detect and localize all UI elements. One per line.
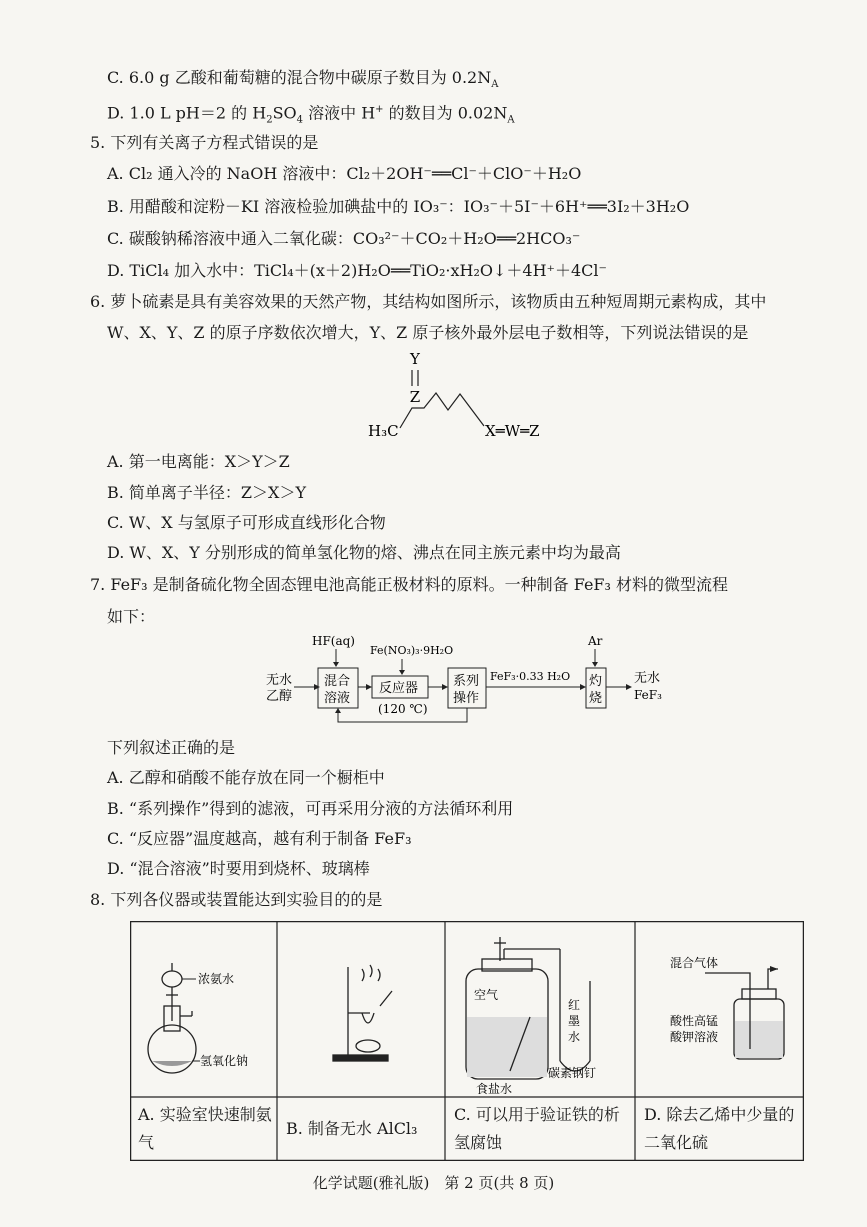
sup-plus: + <box>375 104 384 115</box>
option-4d-part2: SO <box>272 103 297 123</box>
apparatus-d-sol1: 酸性高锰 <box>670 1014 719 1028</box>
structure-z-top: Z <box>409 388 421 406</box>
option-7d: D. “混合溶液”时要用到烧杯、玻璃棒 <box>107 859 370 878</box>
caption-b: B. 制备无水 AlCl₃ <box>286 1119 418 1138</box>
question-7-line2: 如下： <box>107 607 156 626</box>
option-6a: A. 第一电离能：X＞Y＞Z <box>107 452 290 471</box>
sub-2: 2 <box>266 114 273 126</box>
apparatus-c-nail: 碳素钢钉 <box>548 1066 597 1080</box>
flow-burn-2: 烧 <box>589 691 603 706</box>
flow-mix-2: 溶液 <box>324 691 351 706</box>
option-7c: C. “反应器”温度越高，越有利于制备 FeF₃ <box>107 829 412 848</box>
option-4c-sub: A <box>491 79 499 91</box>
question-5: 5. 下列有关离子方程式错误的是 <box>90 133 319 152</box>
question-7-line1: 7. FeF₃ 是制备硫化物全固态锂电池高能正极材料的原料。一种制备 FeF₃ 材料的微型流程 <box>90 575 729 594</box>
option-4d-part4: 的数目为 0.02N <box>383 103 508 123</box>
option-6c: C. W、X 与氢原子可形成直线形化合物 <box>107 513 386 532</box>
structure-y: Y <box>410 350 420 368</box>
option-4c-text: C. 6.0 g 乙酸和葡萄糖的混合物中碳原子数目为 0.2N <box>107 68 492 87</box>
option-5a: A. Cl₂ 通入冷的 NaOH 溶液中：Cl₂＋2OH⁻══Cl⁻＋ClO⁻＋H₂O <box>107 164 582 183</box>
flow-mix-1: 混合 <box>324 674 351 689</box>
option-4d-part1: D. 1.0 L pH＝2 的 H <box>107 103 267 123</box>
option-4d-sub: A <box>507 114 515 126</box>
apparatus-c-ink3: 水 <box>568 1030 581 1044</box>
option-7a: A. 乙醇和硝酸不能存放在同一个橱柜中 <box>107 768 385 787</box>
page-footer: 化学试题(雅礼版) 第 2 页(共 8 页) <box>312 1174 555 1192</box>
flow-diagram <box>262 632 682 732</box>
question-7-line3: 下列叙述正确的是 <box>107 738 236 757</box>
caption-d: D. 除去乙烯中少量的二氧化硫 <box>644 1105 795 1152</box>
caption-c: C. 可以用于验证铁的析氢腐蚀 <box>454 1105 620 1152</box>
option-6b: B. 简单离子半径：Z＞X＞Y <box>107 483 307 502</box>
apparatus-table <box>130 921 804 1161</box>
caption-a: A. 实验室快速制氨气 <box>138 1105 272 1152</box>
question-6-line2: W、X、Y、Z 的原子序数依次增大，Y、Z 原子核外最外层电子数相等，下列说法错误的是 <box>107 323 749 342</box>
option-6d: D. W、X、Y 分别形成的简单氢化物的熔、沸点在同主族元素中均为最高 <box>107 543 621 562</box>
sub-4: 4 <box>296 114 304 126</box>
flow-input-2: 乙醇 <box>266 689 293 704</box>
option-7b: B. “系列操作”得到的滤液，可再采用分液的方法循环利用 <box>107 799 514 818</box>
apparatus-c-ink2: 墨 <box>568 1014 581 1028</box>
flow-fe-reagent: Fe(NO₃)₃·9H₂O <box>370 644 454 657</box>
question-8: 8. 下列各仪器或装置能达到实验目的的是 <box>90 890 383 909</box>
apparatus-c-ink1: 红 <box>568 998 581 1012</box>
apparatus-d-gas: 混合气体 <box>670 956 719 970</box>
apparatus-d-sol2: 酸钾溶液 <box>670 1030 719 1044</box>
flow-temp: (120 ℃) <box>378 702 428 716</box>
question-6-line1: 6. 萝卜硫素是具有美容效果的天然产物，其结构如图所示，该物质由五种短周期元素构成，其中 <box>90 292 767 311</box>
apparatus-a-label2: 氢氧化钠 <box>200 1054 249 1068</box>
structure-diagram <box>360 348 580 443</box>
flow-op-1: 系列 <box>453 674 480 689</box>
flow-burn-1: 灼 <box>589 674 603 689</box>
structure-xwz: X═W═Z <box>485 422 540 440</box>
apparatus-c-salt: 食盐水 <box>476 1082 513 1096</box>
flow-ar: Ar <box>588 634 603 648</box>
option-5b: B. 用醋酸和淀粉－KI 溶液检验加碘盐中的 IO₃⁻：IO₃⁻＋5I⁻＋6H⁺══3I₂＋3H₂O <box>107 197 690 216</box>
flow-out-1: 无水 <box>634 671 661 686</box>
structure-h3c: H₃C <box>368 422 399 440</box>
flow-input-1: 无水 <box>266 673 293 688</box>
option-4d <box>107 99 515 132</box>
option-4d-part3: 溶液中 H <box>303 103 376 123</box>
flow-reactor: 反应器 <box>379 681 419 696</box>
option-5c: C. 碳酸钠稀溶液中通入二氧化碳：CO₃²⁻＋CO₂＋H₂O══2HCO₃⁻ <box>107 229 581 248</box>
option-4c <box>107 67 498 96</box>
flow-hf: HF(aq) <box>312 634 355 648</box>
apparatus-c-air: 空气 <box>474 988 499 1002</box>
flow-op-2: 操作 <box>453 691 480 706</box>
flow-out-2: FeF₃ <box>634 688 662 702</box>
apparatus-a-label1: 浓氨水 <box>198 972 235 986</box>
flow-product-mid: FeF₃·0.33 H₂O <box>490 670 571 683</box>
option-5d: D. TiCl₄ 加入水中：TiCl₄＋(x＋2)H₂O══TiO₂·xH₂O↓＋4H⁺＋4Cl⁻ <box>107 261 607 280</box>
apparatus-b <box>333 965 392 1061</box>
